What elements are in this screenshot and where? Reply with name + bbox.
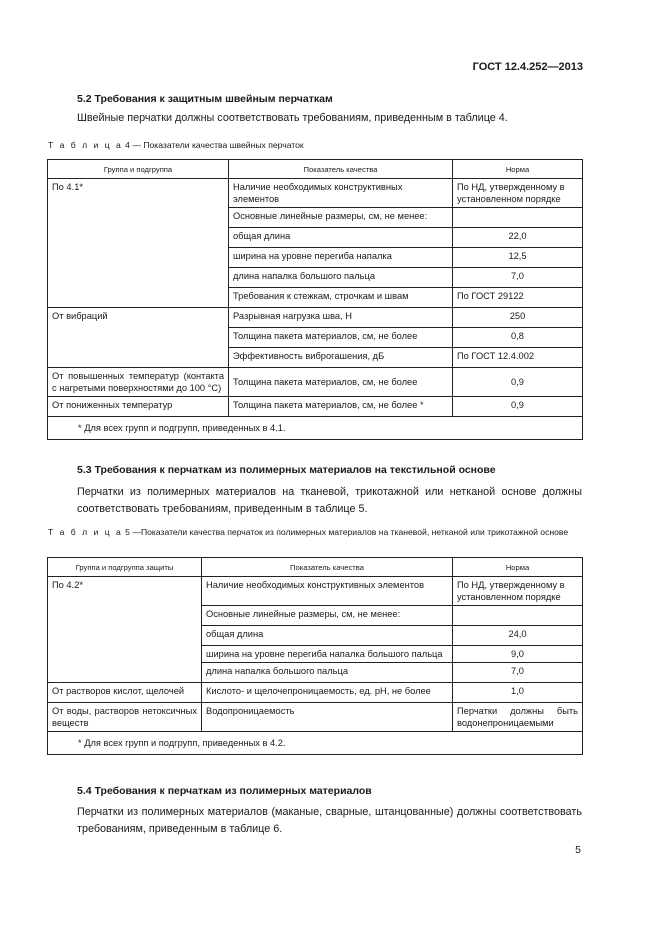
indicator-cell: Кислото- и щелочепроницаемость, ед. рН, не более: [202, 683, 453, 703]
group-cell: От повышенных температур (контакта с нагретыми поверхностями до 100 °С): [48, 368, 229, 397]
norm-cell: 0,9: [453, 368, 583, 397]
standard-designation: ГОСТ 12.4.252—2013: [472, 61, 583, 73]
caption-prefix: Т а б л и ц а: [48, 527, 123, 537]
indicator-cell: Водопроницаемость: [202, 703, 453, 732]
indicator-cell: Основные линейные размеры, см, не менее:: [229, 208, 453, 228]
indicator-cell: Требования к стежкам, строчкам и швам: [229, 288, 453, 308]
table-footnote-row: [48, 417, 583, 440]
section-5-2-heading: 5.2 Требования к защитным швейным перчаткам: [77, 93, 333, 105]
table-row: [48, 577, 583, 606]
section-5-4-heading: 5.4 Требования к перчаткам из полимерных материалов: [77, 785, 372, 797]
table-5-caption: [48, 526, 583, 538]
table-5: [47, 557, 583, 755]
group-cell: От воды, растворов нетоксичных веществ: [48, 703, 202, 732]
caption-prefix: Т а б л и ц а: [48, 140, 123, 150]
norm-cell: 12,5: [453, 248, 583, 268]
group-cell: От пониженных температур: [48, 397, 229, 417]
page-number: 5: [575, 844, 581, 856]
norm-cell: 7,0: [453, 268, 583, 288]
indicator-cell: длина напалка большого пальца: [229, 268, 453, 288]
norm-cell: [453, 606, 583, 626]
group-cell: По 4.2*: [48, 577, 202, 683]
norm-cell: 7,0: [453, 663, 583, 683]
indicator-cell: Наличие необходимых конструктивных элементов: [229, 179, 453, 208]
norm-cell: [453, 208, 583, 228]
table-row: [48, 179, 583, 208]
indicator-cell: общая длина: [202, 626, 453, 646]
norm-cell: Перчатки должны быть водонепроницаемыми: [453, 703, 583, 732]
table-footnote: * Для всех групп и подгрупп, приведенных в 4.1.: [48, 417, 583, 440]
table-header-row: [48, 160, 583, 179]
table-header-row: [48, 558, 583, 577]
table-footnote: * Для всех групп и подгрупп, приведенных в 4.2.: [48, 732, 583, 755]
section-5-4-text: Перчатки из полимерных материалов (маканые, сварные, штанцованные) должны соответствовать требованиям, приведенным в таблице 6.: [77, 806, 582, 835]
column-header: Норма: [453, 160, 583, 179]
indicator-cell: Эффективность виброгашения, дБ: [229, 348, 453, 368]
norm-cell: 0,8: [453, 328, 583, 348]
column-header: Показатель качества: [202, 558, 453, 577]
indicator-cell: Разрывная нагрузка шва, Н: [229, 308, 453, 328]
indicator-cell: Толщина пакета материалов, см, не более: [229, 328, 453, 348]
group-cell: От вибраций: [48, 308, 229, 368]
column-header: Норма: [453, 558, 583, 577]
norm-cell: По НД, утвержденному в установленном порядке: [453, 577, 583, 606]
indicator-cell: ширина на уровне перегиба напалка большого пальца: [202, 646, 453, 663]
indicator-cell: ширина на уровне перегиба напалка: [229, 248, 453, 268]
table-4: [47, 159, 583, 440]
indicator-cell: общая длина: [229, 228, 453, 248]
indicator-cell: Толщина пакета материалов, см, не более *: [229, 397, 453, 417]
group-cell: От растворов кислот, щелочей: [48, 683, 202, 703]
indicator-cell: Наличие необходимых конструктивных элементов: [202, 577, 453, 606]
column-header: Группа и подгруппа: [48, 160, 229, 179]
group-cell: По 4.1*: [48, 179, 229, 308]
indicator-cell: Толщина пакета материалов, см, не более: [229, 368, 453, 397]
table-row: [48, 683, 583, 703]
norm-cell: 24,0: [453, 626, 583, 646]
section-5-2-text: Швейные перчатки должны соответствовать требованиям, приведенным в таблице 4.: [77, 112, 508, 124]
table-row: [48, 397, 583, 417]
indicator-cell: Основные линейные размеры, см, не менее:: [202, 606, 453, 626]
section-5-3-heading: 5.3 Требования к перчаткам из полимерных материалов на текстильной основе: [77, 464, 496, 476]
table-row: [48, 308, 583, 328]
table-row: [48, 703, 583, 732]
norm-cell: 22,0: [453, 228, 583, 248]
norm-cell: 1,0: [453, 683, 583, 703]
norm-cell: По НД, утвержденному в установленном порядке: [453, 179, 583, 208]
caption-text: 4 — Показатели качества швейных перчаток: [122, 140, 304, 150]
norm-cell: 250: [453, 308, 583, 328]
norm-cell: 9,0: [453, 646, 583, 663]
norm-cell: По ГОСТ 12.4.002: [453, 348, 583, 368]
indicator-cell: длина напалка большого пальца: [202, 663, 453, 683]
norm-cell: 0,9: [453, 397, 583, 417]
column-header: Группа и подгруппа защиты: [48, 558, 202, 577]
table-footnote-row: [48, 732, 583, 755]
caption-text: 5 —Показатели качества перчаток из полимерных материалов на тканевой, нетканой или трикотажной основе: [122, 527, 569, 537]
table-row: [48, 368, 583, 397]
column-header: Показатель качества: [229, 160, 453, 179]
table-4-caption: [48, 139, 304, 151]
section-5-3-text: Перчатки из полимерных материалов на тканевой, трикотажной или нетканой основе должны соответствовать требованиям, приведенным в таблице 5.: [77, 486, 582, 515]
norm-cell: По ГОСТ 29122: [453, 288, 583, 308]
